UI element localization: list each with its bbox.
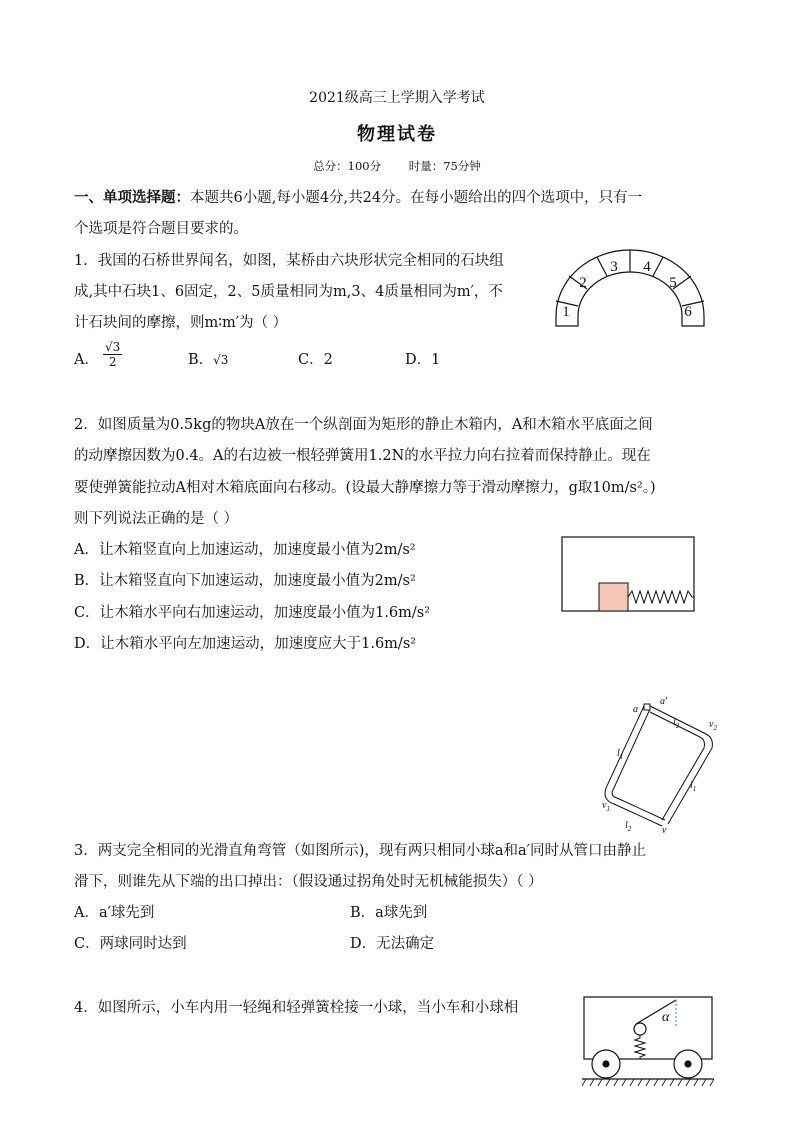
q1-line1: 1．我国的石桥世界闻名，如图，某桥由六块形状完全相同的石块组: [74, 253, 504, 269]
q1-option-b: B．√3: [188, 352, 229, 368]
label-l2-bottom: $l_2$: [625, 820, 632, 833]
section-heading-line2: 个选项是符合题目要求的。: [74, 221, 248, 237]
label-l1-left: $l_1$: [617, 748, 624, 761]
label-l1-right: $l_1$: [690, 780, 697, 793]
duration: 时量：75分钟: [408, 159, 481, 173]
stone-label-6: 6: [684, 304, 692, 320]
section-heading: [74, 188, 642, 208]
stone-label-4: 4: [643, 259, 651, 275]
q1-option-a-fraction: [103, 340, 122, 369]
q1-option-c: C．2: [298, 352, 333, 368]
q1-arch-bridge-figure: [552, 246, 708, 330]
section-heading-rest: 本题共6小题,每小题4分,共24分。在每小题给出的四个选项中，只有一: [190, 190, 643, 206]
exam-title: 2021级高三上学期入学考试: [309, 90, 485, 106]
total-score: 总分：100分: [313, 159, 382, 173]
label-v1: $v_1$: [602, 800, 610, 813]
label-v: v: [662, 825, 667, 836]
q1-fraction-numerator: √3: [105, 340, 121, 354]
label-v2: $v_2$: [709, 719, 717, 732]
stone-label-3: 3: [610, 259, 618, 275]
q1-line2: 成,其中石块1、6固定，2、5质量相同为m,3、4质量相同为m′，不: [74, 284, 503, 300]
subject-title: 物理试卷: [357, 124, 437, 145]
ball: [634, 1023, 646, 1035]
q2-box-spring-figure: [560, 535, 696, 613]
q1-option-a: A．: [74, 352, 99, 368]
q2-line4: 则下列说法正确的是（ ）: [74, 511, 239, 527]
block-a: [599, 583, 628, 611]
q3-option-c: C．两球同时达到: [74, 936, 187, 952]
stone-label-1: 1: [562, 304, 570, 320]
q1-fraction-denominator: 2: [108, 355, 117, 369]
q2-line3: 要使弹簧能拉动A相对木箱底面向右移动。(设最大静摩擦力等于滑动摩擦力，g取10m/s²。): [74, 480, 656, 496]
q3-bent-tube-figure: [596, 692, 726, 838]
q2-option-c: C．让木箱水平向右加速运动，加速度最小值为1.6m/s²: [74, 605, 431, 621]
q1-option-d: D．1: [405, 352, 441, 368]
label-a: a: [633, 704, 638, 715]
section-heading-bold: 一、单项选择题：: [74, 189, 190, 206]
q4-line1: 4．如图所示，小车内用一轻绳和轻弹簧栓接一小球，当小车和小球相: [74, 1000, 519, 1016]
q4-cart-figure: [582, 994, 714, 1094]
angle-alpha-label: α: [662, 1010, 670, 1025]
q2-line1: 2．如图质量为0.5kg的物块A放在一个纵剖面为矩形的静止木箱内，A和木箱水平底面之间: [74, 417, 653, 433]
q3-option-d: D．无法确定: [350, 936, 435, 952]
q1-line3: 计石块间的摩擦，则m∶m′为（ ）: [74, 315, 288, 331]
stone-label-5: 5: [669, 275, 677, 291]
label-l2-top: $l_2$: [673, 717, 680, 730]
q3-option-b: B．a球先到: [350, 905, 428, 921]
q3-option-a: A．a′球先到: [74, 905, 155, 921]
q2-option-d: D．让木箱水平向左加速运动，加速度应大于1.6m/s²: [74, 636, 417, 652]
exam-meta: [0, 158, 794, 174]
stone-label-2: 2: [579, 275, 587, 291]
q2-option-a: A．让木箱竖直向上加速运动，加速度最小值为2m/s²: [74, 542, 416, 558]
q2-option-b: B．让木箱竖直向下加速运动，加速度最小值为2m/s²: [74, 573, 416, 589]
label-a-prime: a′: [660, 696, 668, 707]
q2-line2: 的动摩擦因数为0.4。A的右边被一根轻弹簧用1.2N的水平拉力向右拉着而保持静止。现在: [74, 448, 651, 464]
q3-line1: 3．两支完全相同的光滑直角弯管（如图所示)，现有两只相同小球a和a′同时从管口由静止: [74, 843, 646, 859]
tube-opening: [644, 704, 650, 710]
q3-line2: 滑下，则谁先从下端的出口掉出：（假设通过拐角处时无机械能损失）（ ）: [74, 874, 543, 890]
